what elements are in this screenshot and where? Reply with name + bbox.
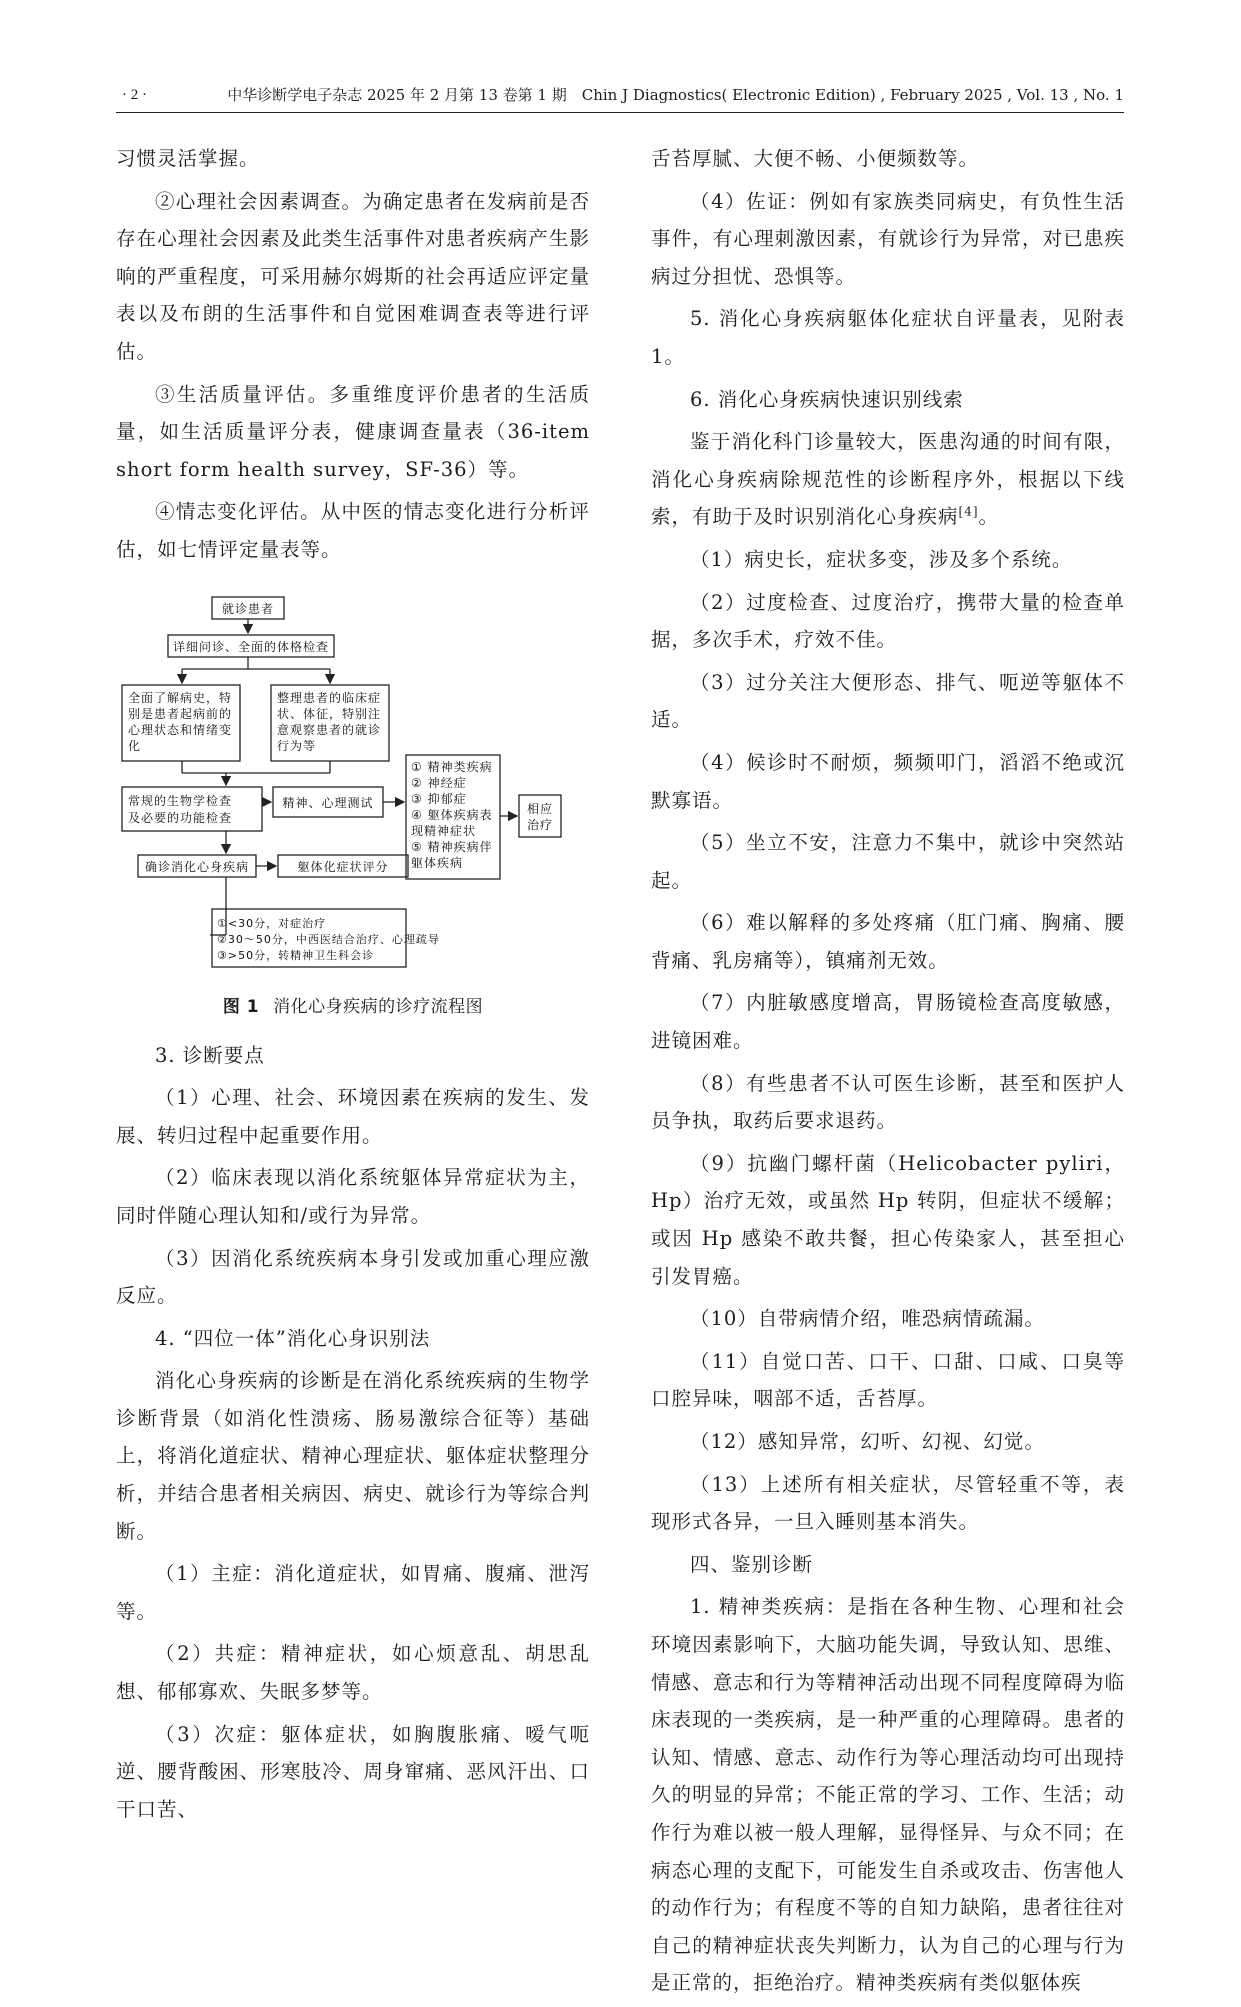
flow-text-history-4: 化 [128,738,142,753]
flow-text-history-3: 心理状态和情绪变 [128,722,233,737]
page-header [116,78,1124,113]
paragraph: （2）共症：精神症状，如心烦意乱、胡思乱想、郁郁寡欢、失眠多梦等。 [116,1642,590,1704]
flow-text-diag-4: ④ 躯体疾病表 [411,807,493,822]
flow-text-result-1: ①<30分，对症治疗 [217,916,327,930]
flow-text-diag-5: 现精神症状 [411,823,477,838]
paragraph: ④情志变化评估。从中医的情志变化进行分析评估，如七情评定量表等。 [116,500,590,561]
flow-text-treat-1: 相应 [526,801,554,816]
section-heading: 四、鉴别诊断 [690,1552,814,1576]
flow-text-inquiry: 详细问诊、全面的体格检查 [172,639,330,654]
flow-text-diag-3: ③ 抑郁症 [411,791,467,806]
flow-text-symptoms-1: 整理患者的临床症 [277,690,382,705]
flow-text-bio-2: 及必要的功能检查 [128,810,233,825]
paragraph: ③生活质量评估。多重维度评价患者的生活质量，如生活质量评分表，健康调查量表（36-item short form health survey，SF-36）等。 [116,382,590,481]
flow-text-history-2: 别是患者起病前的 [128,706,233,721]
section-heading: 3. 诊断要点 [155,1043,265,1067]
list-item: （7）内脏敏感度增高，胃肠镜检查高度敏感，进镜困难。 [651,991,1125,1053]
figure-caption [116,989,590,1027]
flow-text-result-3: ③>50分，转精神卫生科会诊 [217,948,375,962]
paragraph [651,423,1125,536]
flow-text-score: 躯体化症状评分 [297,859,389,874]
figure-label: 图 1 [222,996,260,1017]
left-column [116,140,590,1833]
flow-text-symptoms-3: 意观察患者的就诊 [277,722,382,737]
paragraph: （3）次症：躯体症状，如胸腹胀痛、嗳气呃逆、腰背酸困、形寒肢冷、周身窜痛、恶风汗出、口干口苦、 [116,1722,590,1821]
list-item: （13）上述所有相关症状，尽管轻重不等，表现形式各异，一旦入睡则基本消失。 [651,1472,1125,1534]
flow-text-diag-2: ② 神经症 [411,775,467,790]
paragraph: （1）心理、社会、环境因素在疾病的发生、发展、转归过程中起重要作用。 [116,1086,590,1147]
flow-text-confirm: 确诊消化心身疾病 [144,859,250,874]
section-heading: 6. 消化心身疾病快速识别线索 [690,387,964,411]
section-heading: 4. “四位一体”消化心身识别法 [155,1326,431,1350]
paragraph: 消化心身疾病的诊断是在消化系统疾病的生物学诊断背景（如消化性溃疡、肠易激综合征等）基础上，将消化道症状、精神心理症状、躯体症状整理分析，并结合患者相关病因、病史、就诊行为等综合判断。 [116,1369,590,1543]
list-item: （9）抗幽门螺杆菌（Helicobacter pyliri，Hp）治疗无效，或虽然 Hp 转阴，但症状不缓解；或因 Hp 感染不敢共餐，担心传染家人，甚至担心引发胃癌。 [651,1151,1125,1288]
list-item: （8）有些患者不认可医生诊断，甚至和医护人员争执，取药后要求退药。 [651,1071,1125,1133]
list-item: （11）自觉口苦、口干、口甜、口咸、口臭等口腔异味，咽部不适，舌苔厚。 [651,1349,1125,1411]
paragraph-text: 鉴于消化科门诊量较大，医患沟通的时间有限，消化心身疾病除规范性的诊断程序外，根据以下线索，有助于及时识别消化心身疾病 [651,430,1125,529]
list-item: （3）过分关注大便形态、排气、呃逆等躯体不适。 [651,670,1125,732]
list-item: （10）自带病情介绍，唯恐病情疏漏。 [690,1307,1045,1331]
paragraph: （4）佐证：例如有家族类同病史，有负性生活事件，有心理刺激因素，有就诊行为异常，对已患疾病过分担忧、恐惧等。 [651,189,1125,288]
flow-text-diag-1: ① 精神类疾病 [411,759,493,774]
paragraph: ②心理社会因素调查。为确定患者在发病前是否存在心理社会因素及此类生活事件对患者疾病产生影响的严重程度，可采用赫尔姆斯的社会再适应评定量表以及布朗的生活事件和自觉困难调查表等进行评估。 [116,189,590,363]
list-item: （5）坐立不安，注意力不集中，就诊中突然站起。 [651,831,1125,892]
citation-ref: [4] [958,504,979,519]
flow-text-psych: 精神、心理测试 [282,795,374,810]
paragraph: （2）临床表现以消化系统躯体异常症状为主，同时伴随心理认知和/或行为异常。 [116,1166,590,1227]
list-item: （4）候诊时不耐烦，频频叩门，滔滔不绝或沉默寡语。 [651,750,1125,812]
flowchart-figure [116,587,590,1117]
flow-text-diag-7: 躯体疾病 [411,855,464,870]
page-number: · 2 · [122,87,147,103]
paragraph: （1）主症：消化道症状，如胃痛、腹痛、泄泻等。 [116,1562,590,1623]
flow-text-result-2: ②30～50分，中西医结合治疗、心理疏导 [217,932,440,946]
figure-title: 消化心身疾病的诊疗流程图 [273,996,484,1017]
paragraph: 舌苔厚腻、大便不畅、小便频数等。 [651,147,980,170]
flow-text-treat-2: 治疗 [526,817,554,832]
list-item: （1）病史长，症状多变，涉及多个系统。 [690,547,1073,571]
flow-text-visit: 就诊患者 [221,601,275,616]
paragraph: 1. 精神类疾病：是指在各种生物、心理和社会环境因素影响下，大脑功能失调，导致认知、思维、情感、意志和行为等精神活动出现不同程度障碍为临床表现的一类疾病，是一种严重的心理障碍。患者的认知、情感、意志、动作行为等心理活动均可出现持久的明显的异常；不能正常的学习、工作、生活；动作行为难以被一般人理解，显得怪异、与众不同；在病态心理的支配下，可能发生自杀或攻击、伤害他人的动作行为；有程度不等的自知力缺陷，患者往往对自己的精神症状丧失判断力，认为自己的心理与行为是正常的，拒绝治疗。精神类疾病有类似躯体疾 [651,1595,1125,1995]
list-item: （6）难以解释的多处疼痛（肛门痛、胸痛、腰背痛、乳房痛等），镇痛剂无效。 [651,911,1125,972]
paragraph: （3）因消化系统疾病本身引发或加重心理应激反应。 [116,1246,590,1308]
right-column [651,140,1125,2007]
flow-text-symptoms-2: 状、体征，特别注 [277,706,382,721]
flow-text-bio-1: 常规的生物学检查 [128,793,233,808]
flow-text-history-1: 全面了解病史，特 [128,690,233,705]
flow-text-diag-6: ⑤ 精神疾病伴 [411,839,493,854]
flow-text-symptoms-4: 行为等 [277,738,317,753]
list-item: （12）感知异常，幻听、幻视、幻觉。 [690,1430,1045,1453]
list-item: （2）过度检查、过度治疗，携带大量的检查单据，多次手术，疗效不佳。 [651,590,1125,652]
section-heading: 5. 消化心身疾病躯体化症状自评量表，见附表 1。 [651,307,1125,368]
paragraph: 习惯灵活掌握。 [116,147,260,170]
journal-citation: 中华诊断学电子杂志 2025 年 2 月第 13 卷第 1 期 Chin J Diagnostics( Electronic Edition) , February 2025 , Vol. 13 , No. 1 [227,86,1124,104]
paragraph-end: 。 [978,505,1000,529]
